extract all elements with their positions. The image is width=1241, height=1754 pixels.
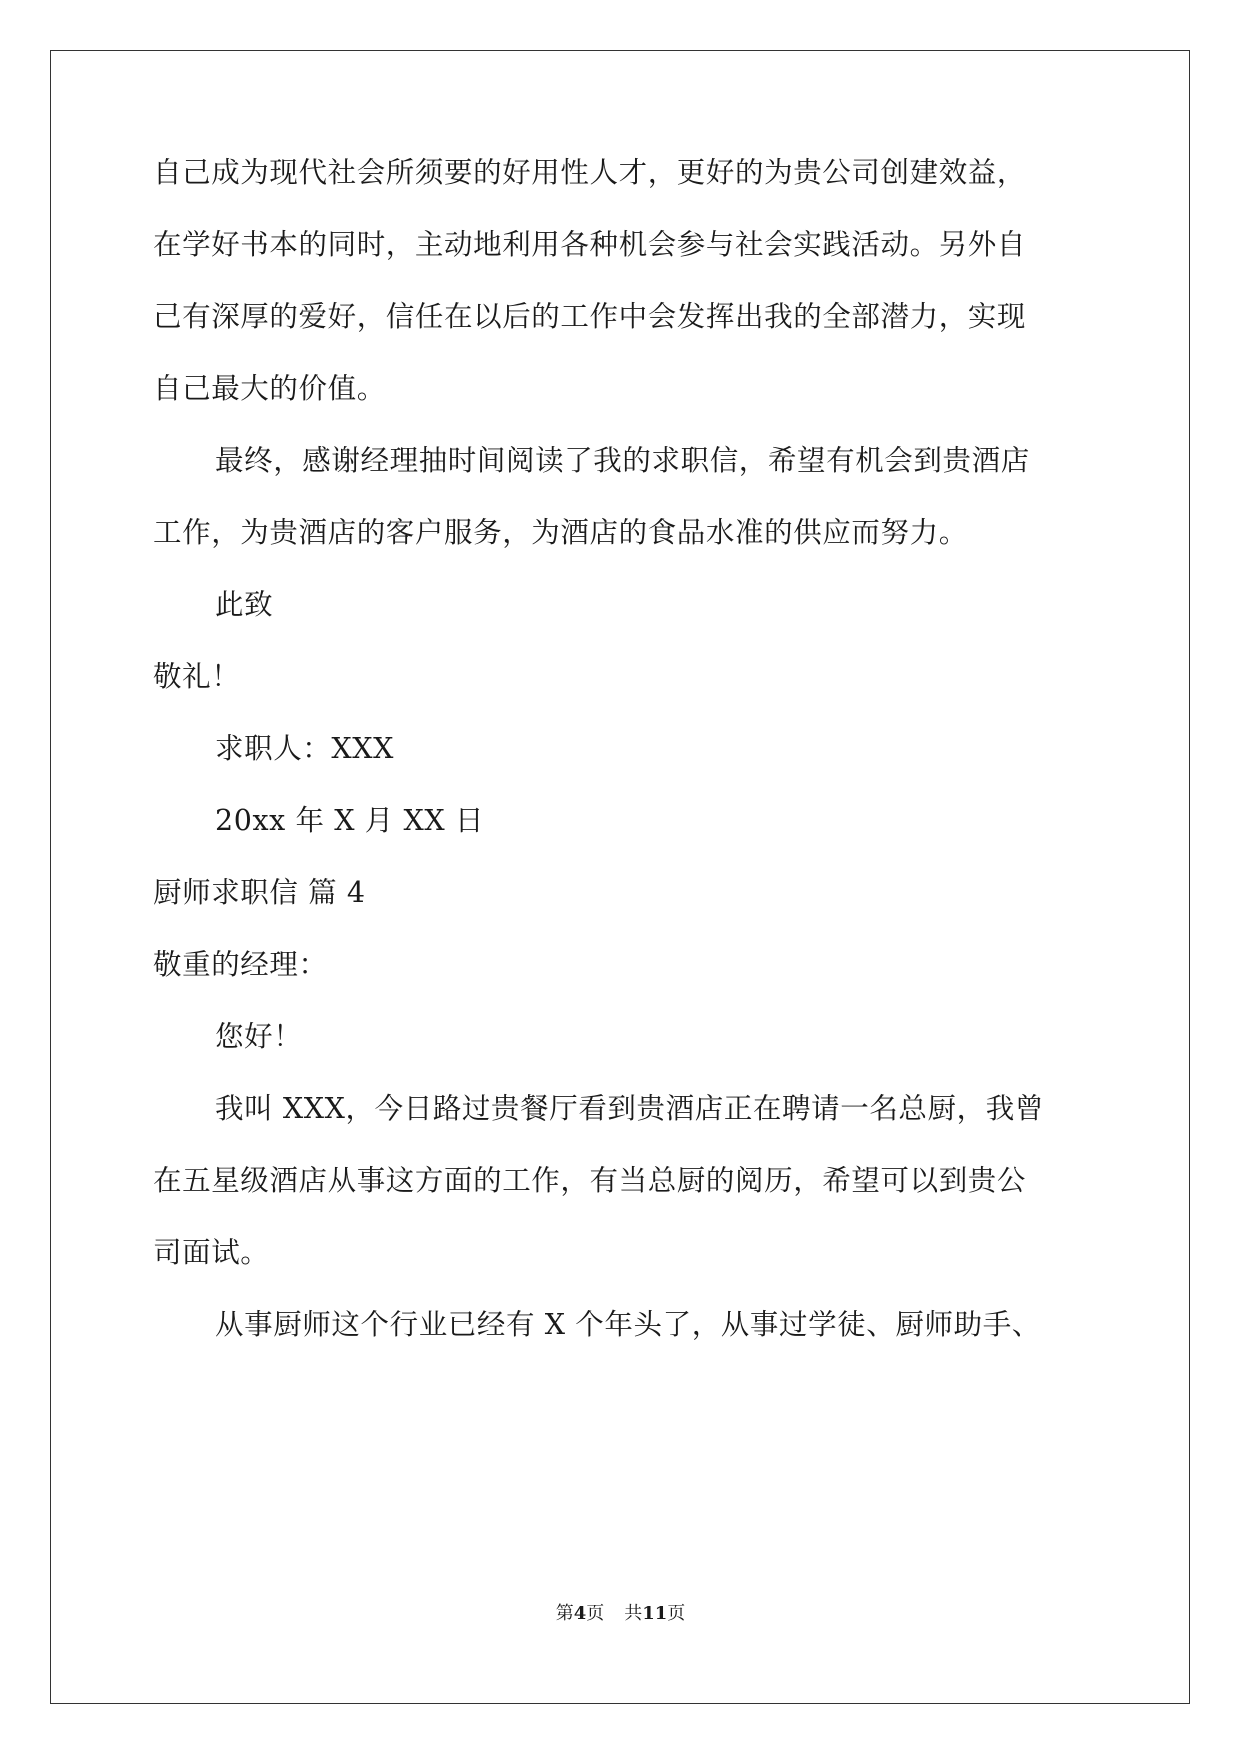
greeting: 您好！: [215, 1020, 303, 1053]
paragraph-line: 在五星级酒店从事这方面的工作，有当总厨的阅历，希望可以到贵公: [153, 1164, 1027, 1197]
total-prefix: 共: [624, 1603, 643, 1624]
page-prefix: 第: [555, 1603, 574, 1624]
applicant-signature: 求职人：XXX: [215, 732, 395, 765]
page-label: 页: [586, 1603, 605, 1624]
paragraph-line: 最终，感谢经理抽时间阅读了我的求职信，希望有机会到贵酒店: [215, 444, 1030, 477]
section-heading: 厨师求职信 篇 4: [153, 876, 366, 909]
paragraph-line: 工作，为贵酒店的客户服务，为酒店的食品水准的供应而努力。: [153, 516, 968, 549]
paragraph-line: 己有深厚的爱好，信任在以后的工作中会发挥出我的全部潜力，实现: [153, 300, 1027, 333]
paragraph-line: 从事厨师这个行业已经有 X 个年头了，从事过学徒、厨师助手、: [215, 1308, 1041, 1341]
total-label: 页: [667, 1603, 686, 1624]
page-footer: [0, 1602, 1241, 1626]
paragraph-line: 在学好书本的同时，主动地利用各种机会参与社会实践活动。另外自: [153, 228, 1027, 261]
greeting-recipient: 敬重的经理：: [153, 948, 328, 981]
paragraph-line: 自己最大的价值。: [153, 372, 386, 405]
page-current: 4: [573, 1603, 587, 1624]
paragraph-line: 我叫 XXX，今日路过贵餐厅看到贵酒店正在聘请一名总厨，我曾: [215, 1092, 1044, 1125]
closing-regards: 敬礼！: [153, 660, 241, 693]
letter-date: 20xx 年 X 月 XX 日: [215, 804, 485, 837]
paragraph-line: 自己成为现代社会所须要的好用性人才，更好的为贵公司创建效益，: [153, 156, 1027, 189]
closing-salutation: 此致: [215, 588, 274, 621]
page-total: 11: [642, 1603, 668, 1624]
paragraph-line: 司面试。: [153, 1236, 270, 1269]
